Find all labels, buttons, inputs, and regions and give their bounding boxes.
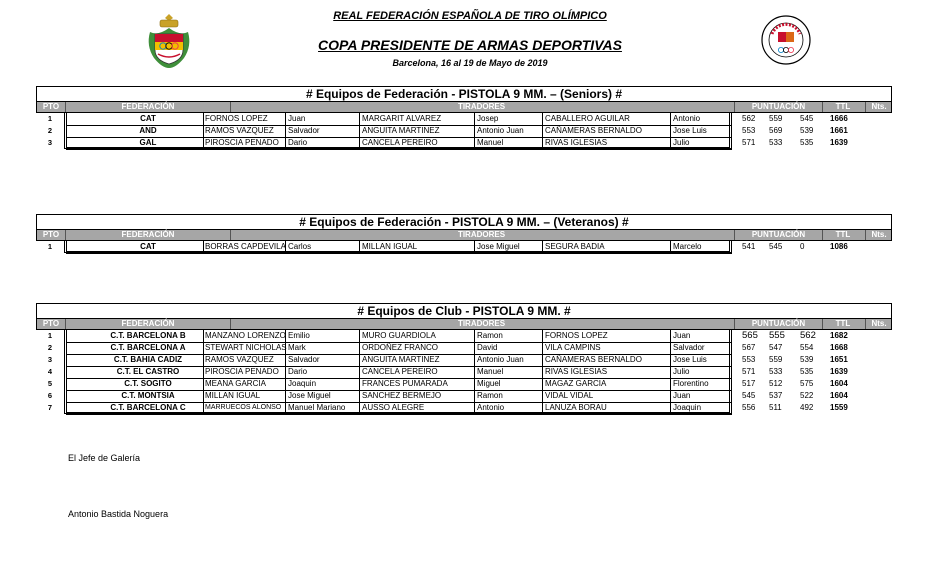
cell-federacion: C.T. MONTSIA — [66, 390, 230, 403]
cell-total: 1661 — [830, 126, 848, 135]
cell-score3: 554 — [800, 343, 814, 352]
cell-shooter2-name: Antonio Juan — [474, 354, 543, 366]
cell-shooter3-surname: CAÑAMERAS BERNALDO — [542, 125, 671, 137]
column-header-row — [36, 230, 892, 241]
cell-shooter3-surname: RIVAS IGLESIAS — [542, 366, 671, 378]
col-pto: PTO — [42, 102, 60, 111]
cell-pto: 3 — [47, 138, 53, 147]
cell-score1: 517 — [742, 379, 756, 388]
cell-pto: 7 — [47, 403, 53, 412]
signature-role: El Jefe de Galería — [68, 453, 141, 463]
col-federacion: FEDERACIÓN — [65, 230, 231, 240]
cell-shooter1-name: Dario — [285, 137, 360, 149]
cell-shooter1-name: Emilio — [285, 330, 360, 342]
cell-score2: 545 — [769, 242, 783, 251]
table-body — [36, 113, 892, 149]
table-row — [36, 330, 892, 342]
cell-score2: 559 — [769, 114, 783, 123]
cell-shooter1-name: Jose Miguel — [285, 390, 360, 402]
cell-shooter3-name: Juan — [670, 330, 733, 342]
col-federacion: FEDERACIÓN — [65, 319, 231, 329]
cell-total: 1682 — [830, 331, 848, 340]
cell-total: 1668 — [830, 343, 848, 352]
cell-score1: 553 — [742, 126, 756, 135]
cell-shooter2-surname: ANGUITA MARTINEZ — [359, 354, 475, 366]
cell-shooter2-name: Antonio Juan — [474, 125, 543, 137]
cell-score1: 562 — [742, 114, 756, 123]
cell-shooter3-name: Florentino — [670, 378, 733, 390]
cell-shooter1-surname: MEANA GARCIA — [203, 378, 288, 390]
cell-federacion: C.T. SOGITO — [66, 378, 230, 391]
cell-shooter1-surname: STEWART NICHOLAS — [205, 343, 287, 352]
cell-shooter3-name: Jose Luis — [670, 354, 733, 366]
cell-shooter3-surname: VIDAL VIDAL — [542, 390, 671, 402]
results-table-veteranos — [36, 214, 892, 253]
cell-shooter2-name: Miguel — [474, 378, 543, 390]
cell-pto: 5 — [47, 379, 53, 388]
cell-score2: 511 — [769, 403, 782, 412]
cell-shooter1-name: Mark — [285, 342, 360, 354]
cell-federacion: C.T. EL CASTRO — [66, 366, 230, 379]
cell-federacion: C.T. BARCELONA B — [66, 330, 230, 343]
cell-shooter3-surname: FORNOS LOPEZ — [542, 330, 671, 342]
col-puntuacion: PUNTUACIÓN — [734, 319, 823, 329]
col-nts: Nts. — [871, 102, 887, 111]
cell-shooter1-name: Carlos — [285, 241, 360, 253]
cell-pto: 3 — [47, 355, 53, 364]
cell-shooter1-surname: RAMOS VAZQUEZ — [203, 125, 288, 137]
table-row — [36, 378, 892, 390]
cell-pto: 6 — [47, 391, 53, 400]
cell-pto: 1 — [47, 331, 53, 340]
cell-total: 1604 — [830, 379, 848, 388]
cell-shooter2-surname: SANCHEZ BERMEJO — [359, 390, 475, 402]
cell-shooter2-name: Ramon — [474, 390, 543, 402]
cell-shooter2-surname: FRANCES PUMARADA — [359, 378, 475, 390]
cell-shooter1-surname: RAMOS VAZQUEZ — [203, 354, 288, 366]
cell-shooter1-name: Manuel Mariano — [285, 402, 360, 414]
cell-shooter3-surname: CAÑAMERAS BERNALDO — [542, 354, 671, 366]
cell-shooter1-surname: MARRUECOS ALONSO — [203, 402, 288, 414]
cell-shooter1-surname: MANZANO LORENZO — [203, 330, 288, 342]
cell-federacion: C.T. BARCELONA C — [66, 402, 230, 415]
col-tiradores: TIRADORES — [457, 319, 506, 328]
cell-shooter3-name: Julio — [670, 137, 733, 149]
cell-score3: 522 — [800, 391, 814, 400]
col-federacion: FEDERACIÓN — [65, 102, 231, 112]
cell-score2: 533 — [769, 138, 783, 147]
signature-name: Antonio Bastida Noguera — [68, 509, 169, 519]
cell-score1: 553 — [742, 355, 756, 364]
cell-shooter3-surname: SEGURA BADIA — [542, 241, 671, 253]
col-ttl: TTL — [821, 319, 866, 329]
cell-total: 1086 — [830, 242, 848, 251]
col-tiradores: TIRADORES — [457, 102, 506, 111]
cell-pto: 2 — [47, 343, 53, 352]
cell-shooter1-name: Dario — [285, 366, 360, 378]
cell-pto: 2 — [47, 126, 53, 135]
results-table-club — [36, 303, 892, 414]
col-nts: Nts. — [871, 230, 887, 239]
cell-shooter3-name: Julio — [670, 366, 733, 378]
cell-score1: 545 — [742, 391, 756, 400]
table-row — [36, 241, 892, 253]
cell-shooter2-name: Antonio — [474, 402, 543, 414]
cell-shooter3-name: Salvador — [670, 342, 733, 354]
col-ttl: TTL — [821, 230, 866, 240]
cell-shooter1-surname: MILLAN IGUAL — [203, 390, 288, 402]
cell-total: 1559 — [830, 403, 848, 412]
cell-pto: 1 — [47, 114, 53, 123]
cell-shooter1-name: Salvador — [285, 125, 360, 137]
cell-score3: 562 — [800, 330, 816, 341]
col-ttl: TTL — [821, 102, 866, 112]
cell-score2: 533 — [769, 367, 783, 376]
cell-shooter1-surname: PIROSCIA PENADO — [203, 366, 288, 378]
page-title: COPA PRESIDENTE DE ARMAS DEPORTIVAS — [318, 37, 622, 53]
table-row — [36, 390, 892, 402]
cell-score2: 512 — [769, 379, 783, 388]
cell-total: 1651 — [830, 355, 848, 364]
cell-shooter2-surname: CANCELA PEREIRO — [359, 137, 475, 149]
table-row — [36, 342, 892, 354]
cell-federacion: C.T. BAHIA CADIZ — [66, 354, 230, 367]
table-row — [36, 402, 892, 414]
cell-shooter2-name: Manuel — [474, 137, 543, 149]
cell-shooter3-surname: VILA CAMPINS — [542, 342, 671, 354]
cell-shooter2-name: Ramon — [474, 330, 543, 342]
col-pto: PTO — [42, 319, 60, 328]
table-row — [36, 125, 892, 137]
table-body — [36, 330, 892, 414]
cell-federacion: C.T. BARCELONA A — [66, 342, 230, 355]
cell-federacion: GAL — [66, 137, 230, 150]
col-puntuacion: PUNTUACIÓN — [734, 230, 823, 240]
event-date: Barcelona, 16 al 19 de Mayo de 2019 — [392, 58, 548, 68]
cell-shooter2-surname: ORDOÑEZ FRANCO — [359, 342, 475, 354]
cell-total: 1639 — [830, 138, 848, 147]
cell-total: 1639 — [830, 367, 848, 376]
cell-shooter3-name: Jose Luis — [670, 125, 733, 137]
table-row — [36, 137, 892, 149]
cell-total: 1604 — [830, 391, 848, 400]
cell-federacion: CAT — [66, 241, 230, 254]
cell-shooter1-surname: FORNOS LOPEZ — [203, 113, 288, 125]
cell-score3: 539 — [800, 126, 814, 135]
cell-shooter2-surname: MARGARIT ALVAREZ — [359, 113, 475, 125]
cell-shooter3-surname: MAGAZ GARCIA — [542, 378, 671, 390]
cell-shooter1-name: Joaquin — [285, 378, 360, 390]
cell-pto: 4 — [47, 367, 53, 376]
cell-pto: 1 — [47, 242, 53, 251]
cell-shooter1-surname: PIROSCIA PENADO — [203, 137, 288, 149]
cell-shooter3-name: Juan — [670, 390, 733, 402]
table-body — [36, 241, 892, 253]
table-row — [36, 366, 892, 378]
table-title: # Equipos de Club - PISTOLA 9 MM. # — [36, 303, 892, 319]
cell-score1: 541 — [742, 242, 756, 251]
column-header-row — [36, 319, 892, 330]
cell-shooter3-name: Marcelo — [670, 241, 733, 253]
cell-shooter2-surname: CANCELA PEREIRO — [359, 366, 475, 378]
cell-shooter3-name: Antonio — [670, 113, 733, 125]
cell-score1: 556 — [742, 403, 756, 412]
cell-shooter3-surname: LANUZA BORAU — [542, 402, 671, 414]
cell-shooter3-name: Joaquin — [670, 402, 733, 414]
cell-shooter2-name: Jose Miguel — [474, 241, 543, 253]
table-row — [36, 354, 892, 366]
cell-score2: 537 — [769, 391, 783, 400]
cell-shooter1-name: Salvador — [285, 354, 360, 366]
col-nts: Nts. — [871, 319, 887, 328]
cell-shooter3-surname: RIVAS IGLESIAS — [542, 137, 671, 149]
col-tiradores: TIRADORES — [457, 230, 506, 239]
cell-shooter3-surname: CABALLERO AGUILAR — [542, 113, 671, 125]
cell-federacion: CAT — [66, 113, 230, 126]
cell-score1: 571 — [742, 138, 756, 147]
cell-score3: 535 — [800, 138, 814, 147]
table-row — [36, 113, 892, 125]
col-pto: PTO — [42, 230, 60, 239]
column-header-row — [36, 102, 892, 113]
cell-score2: 569 — [769, 126, 783, 135]
cell-score1: 565 — [742, 330, 758, 341]
cell-score1: 567 — [742, 343, 756, 352]
cell-shooter2-name: David — [474, 342, 543, 354]
federation-name: REAL FEDERACIÓN ESPAÑOLA DE TIRO OLÍMPICO — [333, 10, 607, 22]
cell-score3: 0 — [800, 242, 805, 251]
cell-federacion: AND — [66, 125, 230, 138]
cell-score2: 555 — [769, 330, 785, 341]
cell-shooter1-surname: BORRAS CAPDEVILA — [203, 241, 288, 253]
cell-score3: 545 — [800, 114, 814, 123]
results-table-seniors — [36, 86, 892, 149]
table-title: # Equipos de Federación - PISTOLA 9 MM. – (Seniors) # — [36, 86, 892, 102]
col-puntuacion: PUNTUACIÓN — [734, 102, 823, 112]
cell-score2: 547 — [769, 343, 783, 352]
cell-total: 1666 — [830, 114, 848, 123]
cell-score3: 535 — [800, 367, 814, 376]
cell-shooter2-surname: AUSSO ALEGRE — [359, 402, 475, 414]
cell-shooter2-surname: MURO GUARDIOLA — [359, 330, 475, 342]
cell-shooter1-name: Juan — [285, 113, 360, 125]
cell-score1: 571 — [742, 367, 756, 376]
cell-shooter2-name: Manuel — [474, 366, 543, 378]
cell-score3: 492 — [800, 403, 814, 412]
cell-score2: 559 — [769, 355, 783, 364]
cell-shooter2-name: Josep — [474, 113, 543, 125]
cell-score3: 575 — [800, 379, 814, 388]
cell-shooter2-surname: MILLAN IGUAL — [359, 241, 475, 253]
cell-score3: 539 — [800, 355, 814, 364]
cell-shooter2-surname: ANGUITA MARTINEZ — [359, 125, 475, 137]
table-title: # Equipos de Federación - PISTOLA 9 MM. – (Veteranos) # — [36, 214, 892, 230]
